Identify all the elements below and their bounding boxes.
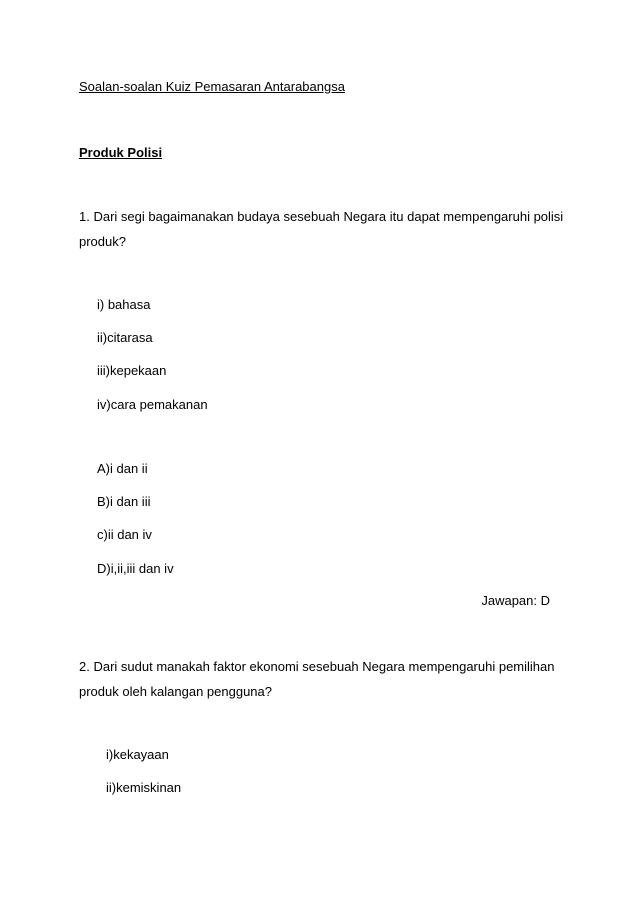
question-1-item: i) bahasa — [97, 297, 151, 312]
question-2-text-line1: 2. Dari sudut manakah faktor ekonomi sesebuah Negara mempengaruhi pemilihan — [79, 659, 555, 674]
document-title: Soalan-soalan Kuiz Pemasaran Antarabangsa — [79, 79, 345, 94]
question-1-option: D)i,ii,iii dan iv — [97, 561, 174, 576]
question-1-option: B)i dan iii — [97, 494, 151, 509]
question-1-item: ii)citarasa — [97, 330, 153, 345]
question-1-option: A)i dan ii — [97, 461, 148, 476]
question-1-item: iii)kepekaan — [97, 363, 167, 378]
question-2-item: i)kekayaan — [106, 747, 169, 762]
question-1-answer: Jawapan: D — [481, 593, 550, 608]
question-1-option: c)ii dan iv — [97, 527, 152, 542]
question-1-text-line2: produk? — [79, 234, 126, 249]
question-1-item: iv)cara pemakanan — [97, 397, 208, 412]
question-2-text-line2: produk oleh kalangan pengguna? — [79, 684, 273, 699]
question-1-text-line1: 1. Dari segi bagaimanakan budaya sesebuah Negara itu dapat mempengaruhi polisi — [79, 209, 564, 224]
question-2-item: ii)kemiskinan — [106, 780, 182, 795]
section-heading: Produk Polisi — [79, 145, 163, 160]
